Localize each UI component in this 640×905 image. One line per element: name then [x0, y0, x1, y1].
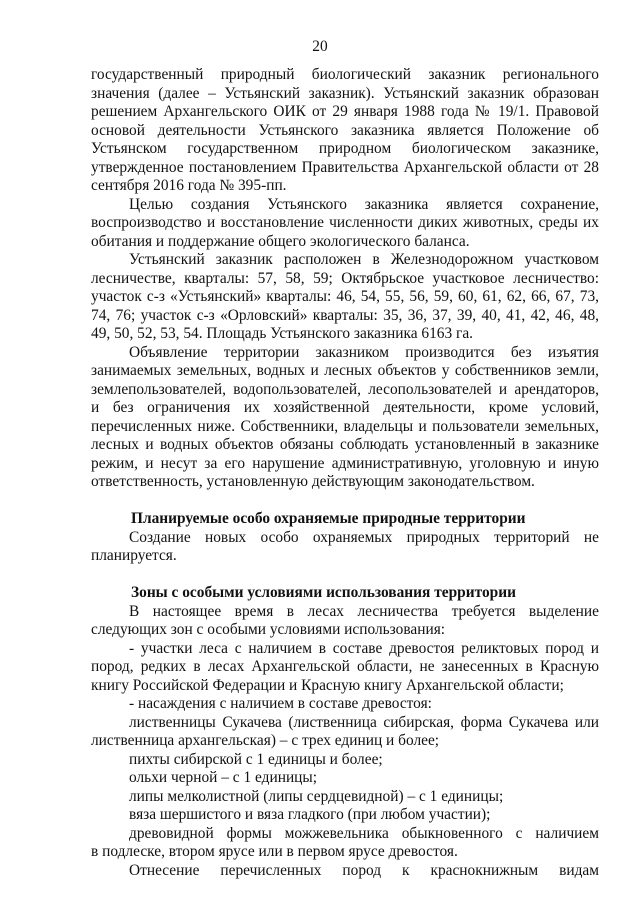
text-line: ответственность, установленную действующим законодательством. — [91, 473, 535, 490]
text-line: лиственница архангельская) – с трех единиц и более; — [91, 732, 440, 749]
text-line: решением Архангельского ОИК от 29 января 1988 года № 19/1. Правовой — [91, 103, 599, 120]
text-line: следующих зон с особыми условиями использования: — [91, 621, 446, 638]
text-line: государственный природный биологический заказник регионального — [91, 66, 599, 83]
text-line: Объявление территории заказником производится без изъятия — [129, 343, 599, 361]
text-line: пихты сибирской с 1 единицы и более; — [129, 750, 383, 768]
text-line: воспроизводство и восстановление численности диких животных, среды их — [91, 214, 599, 231]
text-line: 49, 50, 52, 53, 54. Площадь Устьянского заказника 6163 га. — [91, 325, 474, 342]
text-line: 74, 76; участок с-з «Орловский» кварталы: 35, 36, 37, 39, 40, 41, 42, 46, 48, — [91, 306, 599, 324]
text-line: в подлеске, втором ярусе или в первом ярусе древостоя. — [91, 843, 458, 860]
text-line: лесничестве, кварталы: 57, 58, 59; Октябрьское участковое лесничество: — [91, 269, 599, 287]
text-line: сентября 2016 года № 395-пп. — [91, 177, 287, 194]
text-line: вяза шершистого и вяза гладкого (при любом участии); — [129, 806, 491, 823]
text-line: землепользователей, водопользователей, лесопользователей и арендаторов, — [91, 380, 599, 398]
text-line: Целью создания Устьянского заказника является сохранение, — [129, 195, 599, 213]
text-line: Устьянском государственном природном биологическом заказнике, — [91, 140, 599, 157]
spacer — [91, 566, 599, 585]
spacer — [91, 492, 599, 511]
text-line: планируется. — [91, 547, 177, 564]
text-line: липы мелколистной (липы сердцевидной) – с 1 единицы; — [129, 787, 504, 805]
text-line: Отнесение перечисленных пород к краснокнижным видам — [129, 861, 599, 879]
text-line: обитания и поддержание общего экологического баланса. — [91, 232, 470, 250]
section-heading-planned-territories: Планируемые особо охраняемые природные территории — [131, 510, 526, 527]
text-line: книгу Российской Федерации и Красную книгу Архангельской области; — [91, 676, 564, 694]
text-line: участок с-з «Устьянский» кварталы: 46, 54, 55, 56, 59, 60, 61, 62, 66, 67, 73, — [91, 288, 599, 305]
text-line: основой деятельности Устьянского заказника является Положение об — [91, 121, 599, 139]
text-line: Создание новых особо охраняемых природных территорий не — [129, 528, 599, 546]
text-line: Устьянский заказник расположен в Железнодорожном участковом — [129, 251, 599, 268]
section-heading-special-zones: Зоны с особыми условиями использования территории — [131, 584, 516, 601]
text-line: утвержденное постановлением Правительства Архангельской области от 28 — [91, 158, 599, 176]
text-line: перечисленных ниже. Собственники, владельцы и пользователи земельных, — [91, 417, 599, 435]
text-line: ольхи черной – с 1 единицы; — [129, 769, 318, 786]
text-line: - насаждения с наличием в составе древостоя: — [129, 695, 432, 712]
text-line: лесных и водных объектов обязаны соблюдать установленный в заказнике — [91, 436, 599, 453]
text-line: значения (далее – Устьянский заказник). Устьянский заказник образован — [91, 84, 599, 102]
text-line: занимаемых земельных, водных и лесных объектов у собственников земли, — [91, 362, 599, 379]
text-line: лиственницы Сукачева (лиственница сибирская, форма Сукачева или — [129, 713, 599, 731]
text-line: режим, и несут за его нарушение административную, уголовную и иную — [91, 454, 599, 472]
document-body — [91, 66, 599, 880]
text-line: - участки леса с наличием в составе древостоя реликтовых пород и — [129, 639, 599, 657]
text-line: древовидной формы можжевельника обыкновенного с наличием — [129, 824, 599, 842]
page-number: 20 — [312, 38, 328, 55]
text-line: пород, редких в лесах Архангельской области, не занесенных в Красную — [91, 658, 599, 675]
text-line: и без ограничения их хозяйственной деятельности, кроме условий, — [91, 399, 599, 416]
text-line: В настоящее время в лесах лесничества требуется выделение — [129, 602, 599, 620]
